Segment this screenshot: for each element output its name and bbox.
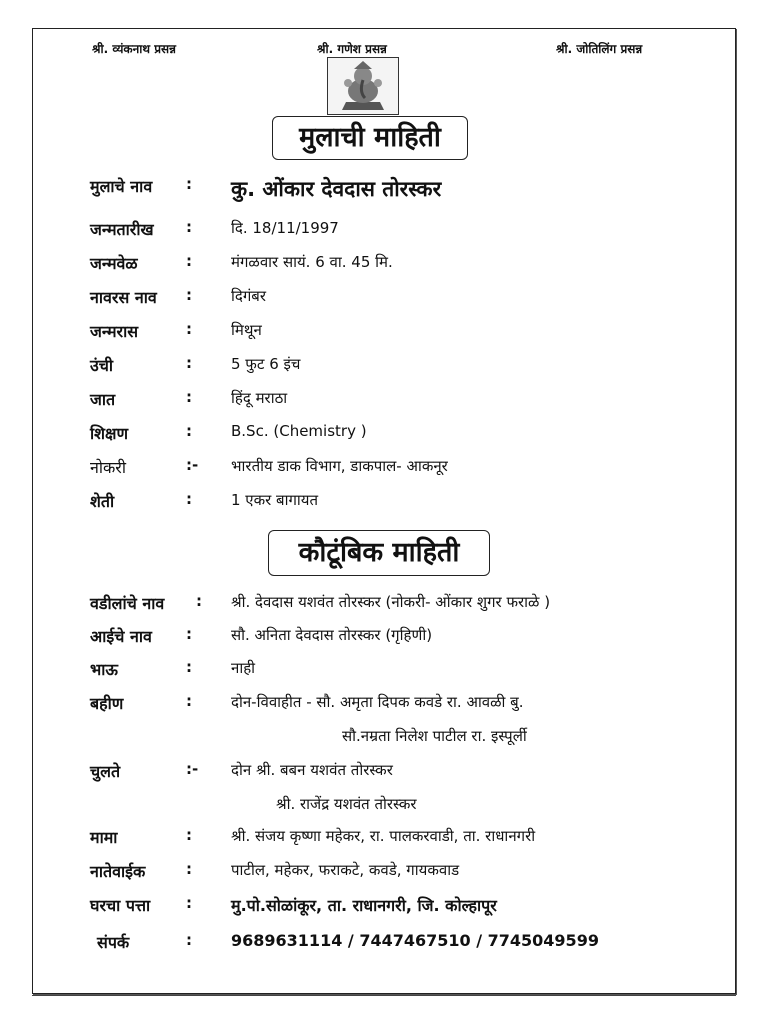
info-row (0, 175, 768, 205)
field-colon: : (186, 692, 192, 710)
page-bottom-rule (32, 995, 736, 996)
info-row (0, 826, 768, 856)
field-colon: : (186, 218, 192, 236)
field-value: मंगळवार सायं. 6 वा. 45 मि. (231, 253, 393, 271)
field-value: 5 फुट 6 इंच (231, 355, 301, 373)
field-value: हिंदू मराठा (231, 389, 288, 407)
field-label: आईचे नाव (90, 627, 152, 646)
section-title-boy-info: मुलाची माहिती (272, 116, 468, 160)
section-title-family-info: कौटूंबिक माहिती (268, 530, 490, 576)
field-label: वडीलांचे नाव (90, 594, 165, 613)
field-colon: : (186, 860, 192, 878)
field-label: जात (90, 390, 116, 409)
field-colon: : (196, 592, 202, 610)
info-row (0, 218, 768, 248)
info-row (0, 490, 768, 520)
field-colon: : (186, 286, 192, 304)
field-label: मुलाचे नाव (90, 177, 153, 196)
info-row (0, 456, 768, 486)
info-row (0, 252, 768, 282)
field-value: सौ. अनिता देवदास तोरस्कर (गृहिणी) (231, 626, 433, 644)
field-label: मामा (90, 828, 118, 847)
field-value-continued: श्री. राजेंद्र यशवंत तोरस्कर (276, 795, 417, 813)
field-label: चुलते (90, 762, 121, 781)
field-colon: : (186, 252, 192, 270)
field-label: शिक्षण (90, 424, 129, 443)
info-row (0, 860, 768, 890)
field-value: B.Sc. (Chemistry ) (231, 422, 367, 440)
field-value: दिगंबर (231, 287, 266, 305)
field-label: जन्मतारीख (90, 220, 154, 239)
info-row (0, 894, 768, 924)
field-label: जन्मवेळ (90, 254, 138, 273)
field-value: नाही (231, 659, 256, 677)
field-colon: : (186, 175, 192, 193)
field-colon: : (186, 490, 192, 508)
ganesh-idol-image (327, 57, 399, 115)
field-colon: : (186, 320, 192, 338)
info-row (0, 592, 768, 622)
info-row (0, 354, 768, 384)
field-label: उंची (90, 356, 114, 375)
field-label: घरचा पत्ता (90, 896, 151, 915)
field-colon: : (186, 826, 192, 844)
field-value: 1 एकर बागायत (231, 491, 319, 509)
info-row (0, 692, 768, 722)
field-value: भारतीय डाक विभाग, डाकपाल- आकनूर (231, 457, 448, 475)
field-colon: :- (186, 760, 199, 778)
field-label: नोकरी (90, 458, 127, 477)
field-value: श्री. देवदास यशवंत तोरस्कर (नोकरी- ओंकार शुगर फराळे ) (231, 593, 551, 611)
info-row (0, 658, 768, 688)
field-colon: : (186, 931, 192, 949)
field-colon: : (186, 388, 192, 406)
field-colon: : (186, 658, 192, 676)
field-label: नावरस नाव (90, 288, 157, 307)
info-row (0, 422, 768, 452)
field-value: पाटील, महेकर, फराकटे, कवडे, गायकवाड (231, 861, 460, 879)
info-row-continuation (0, 794, 768, 824)
field-colon: : (186, 422, 192, 440)
header-center-blessing: श्री. गणेश प्रसन्न (317, 42, 387, 56)
field-value: मु.पो.सोळांकूर, ता. राधानगरी, जि. कोल्हापूर (231, 896, 497, 915)
field-colon: : (186, 894, 192, 912)
field-label: बहीण (90, 694, 124, 713)
field-value: दोन-विवाहीत - सौ. अमृता दिपक कवडे रा. आवळी बु. (231, 693, 524, 711)
field-value: दि. 18/11/1997 (231, 219, 339, 237)
field-colon: : (186, 354, 192, 372)
field-value: मिथून (231, 321, 262, 339)
field-value: कु. ओंकार देवदास तोरस्कर (231, 177, 442, 201)
field-label: शेती (90, 492, 115, 511)
field-value: 9689631114 / 7447467510 / 7745049599 (231, 931, 599, 950)
info-row (0, 320, 768, 350)
info-row (0, 388, 768, 418)
field-colon: : (186, 625, 192, 643)
field-colon: :- (186, 456, 199, 474)
info-row (0, 931, 768, 961)
header-left-blessing: श्री. व्यंकनाथ प्रसन्न (92, 42, 177, 56)
field-label: संपर्क (97, 933, 130, 952)
field-value: दोन श्री. बबन यशवंत तोरस्कर (231, 761, 393, 779)
field-label: नातेवाईक (90, 862, 146, 881)
info-row-continuation (0, 726, 768, 756)
info-row (0, 286, 768, 316)
field-label: भाऊ (90, 660, 118, 679)
info-row (0, 625, 768, 655)
info-row (0, 760, 768, 790)
field-label: जन्मरास (90, 322, 139, 341)
header-right-blessing: श्री. जोतिलिंग प्रसन्न (556, 42, 643, 56)
field-value-continued: सौ.नम्रता निलेश पाटील रा. इस्पूर्ली (342, 727, 527, 745)
field-value: श्री. संजय कृष्णा महेकर, रा. पालकरवाडी, ता. राधानगरी (231, 827, 536, 845)
